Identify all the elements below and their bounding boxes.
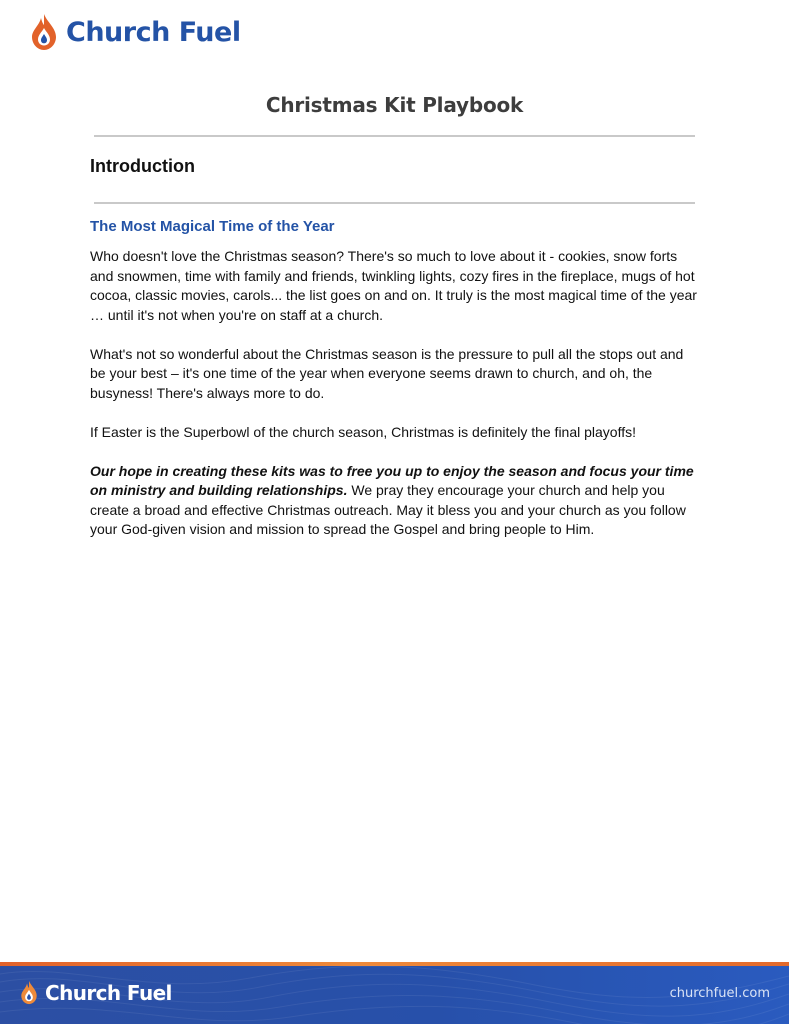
- header-logo[interactable]: [30, 13, 241, 51]
- brand-name: Church Fuel: [66, 16, 241, 48]
- flame-drop-icon: [30, 13, 58, 51]
- paragraph: If Easter is the Superbowl of the church season, Christmas is definitely the final playoffs!: [90, 423, 637, 440]
- divider: [94, 135, 695, 137]
- divider: [94, 202, 695, 204]
- closing-text: We pray they encourage your church and help you create a broad and effective Christmas outreach. May it bless you and your church as you follow your God-given vision and mission to spread the Gospel and bring people to Him.: [90, 482, 686, 537]
- body-text: [90, 247, 702, 559]
- document-title: Christmas Kit Playbook: [265, 93, 524, 117]
- subheading: The Most Magical Time of the Year: [90, 218, 335, 235]
- section-heading: Introduction: [90, 156, 195, 176]
- emphasis-text: Our hope in creating these kits was to free you up to enjoy the season and focus your time on ministry and building relationships.: [90, 462, 694, 498]
- footer-logo[interactable]: [20, 980, 172, 1005]
- flame-drop-icon: [20, 980, 38, 1005]
- paragraph: Who doesn't love the Christmas season? There's so much to love about it - cookies, snow forts and snowmen, time with family and friends, twinkling lights, cozy fires in the fireplace, mugs of hot cocoa, classic movies, carols... the list goes on and on. It truly is the most magical time of the year … until it's not when you're on staff at a church.: [90, 248, 697, 323]
- footer-url-link[interactable]: churchfuel.com: [669, 986, 770, 1001]
- paragraph: What's not so wonderful about the Christmas season is the pressure to pull all the stops out and be your best – it's one time of the year when everyone seems drawn to church, and oh, the busyness! There's always more to do.: [90, 345, 684, 401]
- footer-brand-name: Church Fuel: [45, 980, 172, 1005]
- closing-paragraph: [90, 462, 702, 540]
- footer: [0, 962, 789, 1024]
